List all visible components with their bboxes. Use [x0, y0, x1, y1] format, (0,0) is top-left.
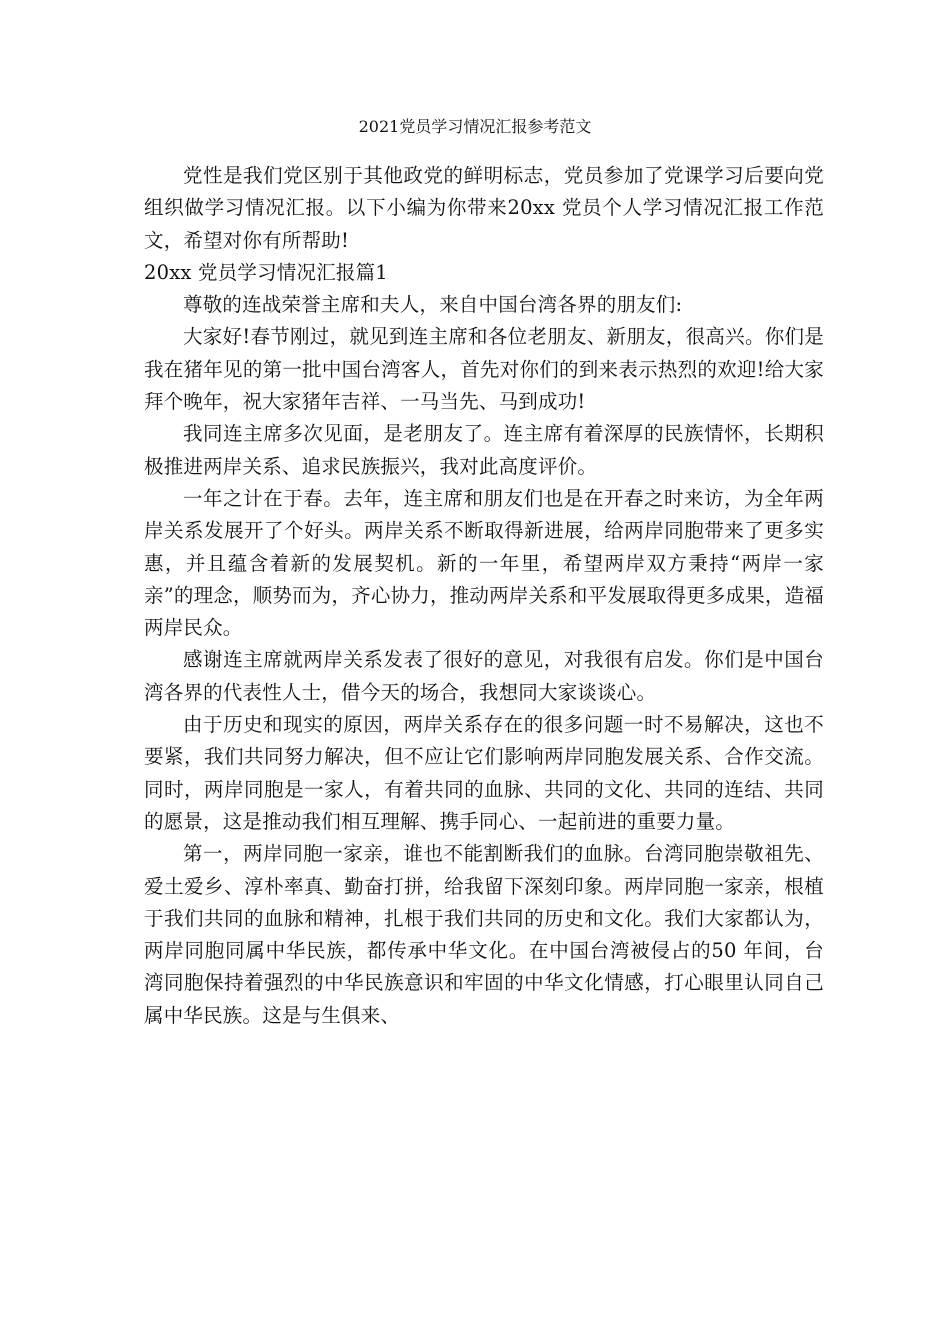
paragraph-salutation: 尊敬的连战荣誉主席和夫人，来自中国台湾各界的朋友们: — [183, 293, 683, 317]
paragraph-greeting: 大家好!春节刚过，就见到连主席和各位老朋友、新朋友，很高兴。你们是我在猪年见的第一批中国台湾客人，首先对你们的到来表示热烈的欢迎!给大家拜个晚年，祝大家猪年吉祥、一马当先、马到成功! — [144, 325, 824, 414]
paragraph-first-point: 第一，两岸同胞一家亲，谁也不能割断我们的血脉。台湾同胞崇敬祖先、爱土爱乡、淳朴率真、勤奋打拼，给我留下深刻印象。两岸同胞一家亲，根植于我们共同的血脉和精神，扎根于我们共同的历史和文化。我们大家都认为，两岸同胞同属中华民族，都传承中华文化。在中国台湾被侵占的50 年间，台湾同胞保持着强烈的中华民族意识和牢固的中华文化情感，打心眼里认同自己属中华民族。这是与生俱来、 — [144, 842, 824, 1027]
paragraph-history: 由于历史和现实的原因，两岸关系存在的很多问题一时不易解决，这也不要紧，我们共同努力解决，但不应让它们影响两岸同胞发展关系、合作交流。同时，两岸同胞是一家人，有着共同的血脉、共同的文化、共同的连结、共同的愿景，这是推动我们相互理解、携手同心、一起前进的重要力量。 — [144, 713, 824, 833]
paragraph-old-friends: 我同连主席多次见面，是老朋友了。连主席有着深厚的民族情怀，长期积极推进两岸关系、追求民族振兴，我对此高度评价。 — [144, 422, 824, 478]
paragraph-spring: 一年之计在于春。去年，连主席和朋友们也是在开春之时来访，为全年两岸关系发展开了个好头。两岸关系不断取得新进展，给两岸同胞带来了更多实惠，并且蕴含着新的发展契机。新的一年里，希望两岸双方秉持“两岸一家亲”的理念，顺势而为，齐心协力，推动两岸关系和平发展取得更多成果，造福两岸民众。 — [144, 486, 824, 640]
document-title: 2021党员学习情况汇报参考范文 — [358, 117, 592, 136]
document-body — [144, 160, 824, 1032]
section-heading: 20xx 党员学习情况汇报篇1 — [144, 260, 388, 284]
paragraph-thanks: 感谢连主席就两岸关系发表了很好的意见，对我很有启发。你们是中国台湾各界的代表性人士，借今天的场合，我想同大家谈谈心。 — [144, 648, 824, 704]
paragraph-intro: 党性是我们党区别于其他政党的鲜明标志，党员参加了党课学习后要向党组织做学习情况汇报。以下小编为你带来20xx 党员个人学习情况汇报工作范文，希望对你有所帮助! — [144, 164, 824, 252]
